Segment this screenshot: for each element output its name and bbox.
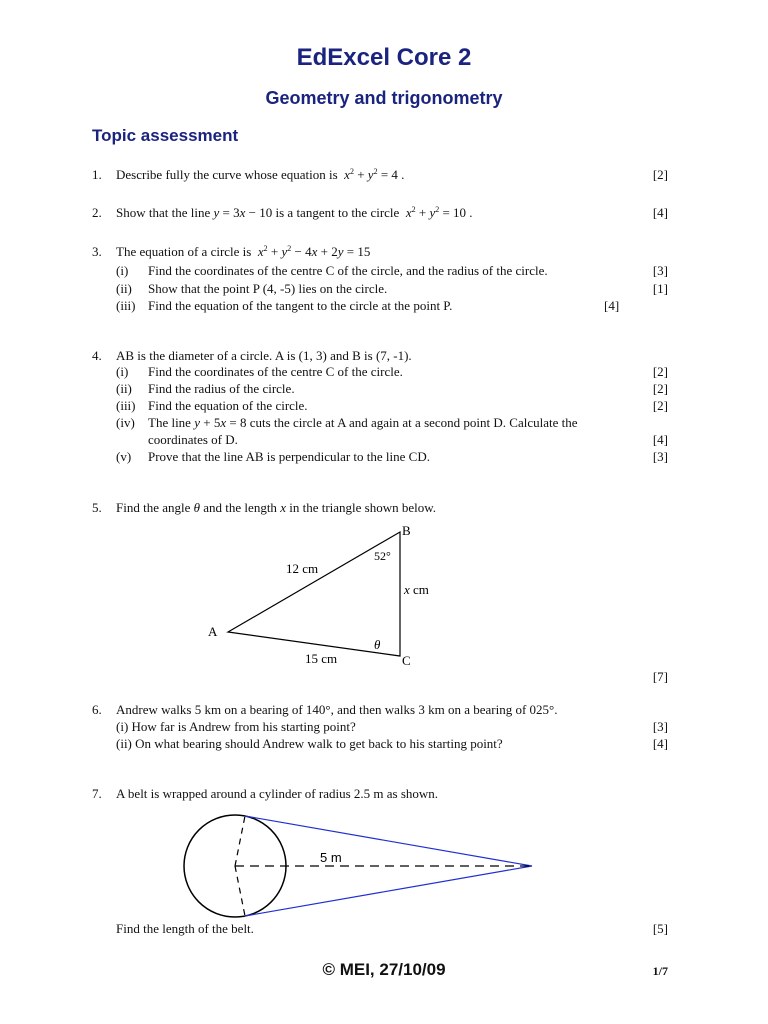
radius-upper-dashed: [235, 816, 245, 866]
belt-upper: [245, 816, 532, 866]
question-text: Find the length of the belt.: [116, 921, 254, 936]
page-title: EdExcel Core 2: [296, 44, 472, 71]
question-text: Find the angle θ and the length x in the triangle shown below.: [116, 500, 437, 515]
question-text: Describe fully the curve whose equation is $x^2 + y^2 = 4$ .: [116, 167, 405, 182]
part-number: (ii): [116, 281, 132, 296]
question-number: 3.: [92, 244, 102, 259]
part-marks: [3]: [652, 449, 668, 464]
part-text: Prove that the line AB is perpendicular to the line CD.: [148, 449, 430, 464]
part-marks: [2]: [652, 364, 668, 379]
question-text: Andrew walks 5 km on a bearing of 140°, and then walks 3 km on a bearing of 025°.: [116, 702, 558, 717]
side-ac-label: 15 cm: [305, 651, 338, 666]
question-marks: [5]: [652, 921, 668, 936]
part-text: (ii) On what bearing should Andrew walk to get back to his starting point?: [116, 736, 503, 751]
part-text: Find the coordinates of the centre C of the circle.: [148, 364, 403, 379]
question-marks: [7]: [652, 669, 668, 684]
question-number: 2.: [92, 205, 102, 220]
footer-copyright: © MEI, 27/10/09: [322, 960, 446, 979]
question-text: A belt is wrapped around a cylinder of radius 2.5 m as shown.: [116, 786, 439, 801]
part-text: Find the coordinates of the centre C of the circle, and the radius of the circle.: [148, 263, 548, 278]
part-number: (iii): [116, 398, 136, 413]
part-text: (i) How far is Andrew from his starting point?: [116, 719, 356, 734]
part-marks: [2]: [652, 381, 668, 396]
part-text: Find the radius of the circle.: [148, 381, 295, 396]
part-text: Show that the point P (4, -5) lies on the circle.: [148, 281, 388, 296]
part-text-cont: coordinates of D.: [148, 432, 238, 447]
part-number: (ii): [116, 381, 132, 396]
part-marks: [2]: [652, 398, 668, 413]
question-number: 7.: [92, 786, 102, 801]
question-text: AB is the diameter of a circle. A is (1, 3) and B is (7, -1).: [116, 348, 412, 363]
question-text: Show that the line y = 3x − 10 is a tangent to the circle $x^2 + y^2 = 10$ .: [116, 205, 473, 220]
vertex-b: B: [402, 523, 411, 538]
part-marks: [4]: [652, 736, 668, 751]
part-number: (iv): [116, 415, 135, 430]
side-ab-label: 12 cm: [286, 561, 319, 576]
part-number: (v): [116, 449, 132, 464]
vertex-c: C: [402, 653, 411, 668]
part-marks: [1]: [652, 281, 668, 296]
part-marks: [4]: [604, 298, 620, 313]
belt-lower: [245, 866, 532, 916]
question-text: The equation of a circle is $x^2 + y^2 - 4x + 2y = 15$: [116, 244, 371, 259]
part-number: (i): [116, 364, 129, 379]
part-text: Find the equation of the tangent to the circle at the point P.: [148, 298, 453, 313]
side-bc-label: x cm: [404, 582, 429, 597]
angle-c-label: θ: [374, 637, 381, 652]
part-number: (i): [116, 263, 129, 278]
question-number: 6.: [92, 702, 102, 717]
question-number: 4.: [92, 348, 102, 363]
page-number: 1/7: [652, 964, 668, 978]
part-text: Find the equation of the circle.: [148, 398, 308, 413]
question-marks: [2]: [652, 167, 668, 182]
belt-diagram: [170, 812, 550, 922]
part-marks: [3]: [652, 263, 668, 278]
page-subtitle: Geometry and trigonometry: [265, 88, 503, 108]
part-text: The line y + 5x = 8 cuts the circle at A and again at a second point D. Calculate the: [148, 415, 578, 430]
part-number: (iii): [116, 298, 136, 313]
distance-label: 5 m: [320, 850, 342, 865]
radius-lower-dashed: [235, 866, 245, 916]
question-number: 1.: [92, 167, 102, 182]
section-heading: Topic assessment: [92, 126, 239, 145]
vertex-a: A: [208, 624, 218, 639]
question-number: 5.: [92, 500, 102, 515]
part-marks: [4]: [652, 432, 668, 447]
triangle-diagram: [190, 518, 450, 678]
question-marks: [4]: [652, 205, 668, 220]
angle-b-label: 52°: [374, 549, 391, 563]
part-marks: [3]: [652, 719, 668, 734]
